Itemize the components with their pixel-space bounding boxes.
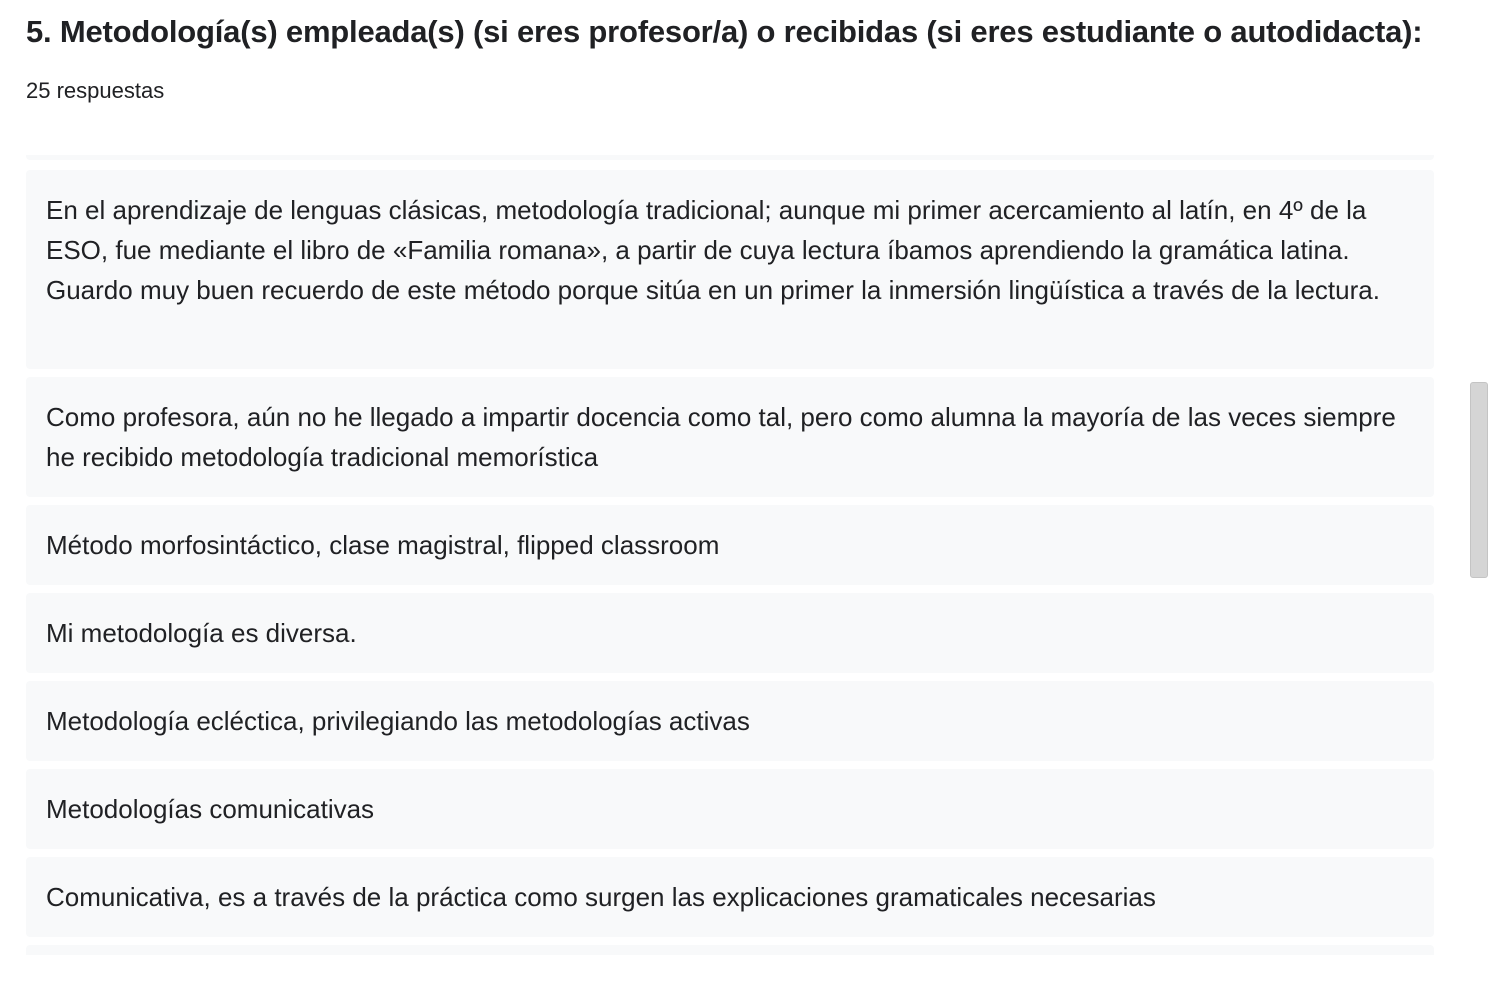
response-text: Comunicativa, es a través de la práctica como surgen las explicaciones gramaticales necesarias: [46, 882, 1156, 912]
response-text: Como profesora, aún no he llegado a impartir docencia como tal, pero como alumna la mayoría de las veces siempre he recibido metodología tradicional memorística: [46, 402, 1396, 472]
response-text: Metodología ecléctica, privilegiando las metodologías activas: [46, 706, 750, 736]
list-item: [26, 593, 1434, 673]
response-text: Mi metodología es diversa.: [46, 618, 357, 648]
response-text: Metodologías comunicativas: [46, 794, 375, 824]
list-item: [26, 505, 1434, 585]
response-text: Método morfosintáctico, clase magistral, flipped classroom: [46, 530, 720, 560]
list-item: [26, 769, 1434, 849]
scrollbar-thumb[interactable]: [1470, 382, 1488, 578]
response-text: En el aprendizaje de lenguas clásicas, metodología tradicional; aunque mi primer acercamiento al latín, en 4º de la ESO, fue mediante el libro de «Familia romana», a partir de cuya lectura íbamos aprendiendo la gramática latina. Guardo muy buen recuerdo de este método porque sitúa en un primer la inmersión lingüística a través de la lectura.: [46, 195, 1380, 305]
list-item-partial: [26, 155, 1434, 160]
responses-list[interactable]: [26, 155, 1434, 955]
list-item: [26, 377, 1434, 497]
list-item: [26, 170, 1434, 369]
list-item-partial: [26, 945, 1434, 955]
list-item: [26, 857, 1434, 937]
list-item: [26, 681, 1434, 761]
response-count: 25 respuestas: [26, 78, 165, 103]
question-title: 5. Metodología(s) empleada(s) (si eres profesor/a) o recibidas (si eres estudiante o autodidacta):: [26, 14, 1423, 49]
